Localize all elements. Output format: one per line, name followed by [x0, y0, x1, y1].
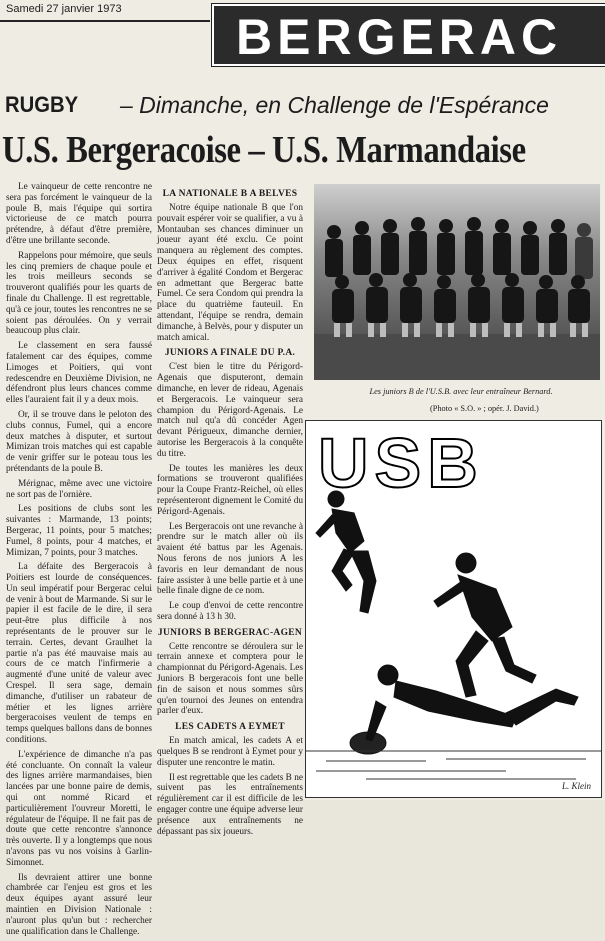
article-headline: U.S. Bergeracoise – U.S. Marmandaise	[2, 129, 526, 171]
paragraph: Le classement en sera faussé fatalement car des équipes, comme Limoges et Poitiers, qui vont redescendre en Deuxième Division, ne défendront plus leurs chances comme elles l'auraient fait il y a deux mois.	[6, 341, 152, 406]
article-column-2	[157, 184, 303, 841]
subheading: LA NATIONALE B A BELVES	[162, 189, 298, 199]
photo-caption: Les juniors B de l'U.S.B. avec leur entraîneur Bernard.	[369, 387, 553, 396]
paragraph: En match amical, les cadets A et quelques B se rendront à Eymet pour y disputer une rencontre le matin.	[157, 736, 303, 768]
team-photo	[314, 184, 600, 380]
paragraph: Cette rencontre se déroulera sur le terrain annexe et comptera pour le championnat du Périgord-Agenais. Les Juniors B bergeracois font une belle fin de saison et nous sommes sûrs qu'en tournoi des Jeunes on entendra parler d'eux.	[157, 641, 303, 717]
usb-title: USB	[318, 424, 484, 502]
team-photo-image	[314, 184, 600, 380]
paragraph: L'expérience de dimanche n'a pas été concluante. On connaît la valeur des lignes arrière marmandaises, bien lancées par une bonne paire de demis, qui ont nommé Ricard et particulièrement l'ouvreur Moretti, le régulateur de l'équipe. Il ne fait pas de doute que cette rencontre s'annonce très ouverte. Il y a longtemps que nous n'avons pas vu nos voisins à Garlin-Simonnet.	[6, 749, 152, 868]
sport-kicker: RUGBY	[5, 92, 79, 117]
kicker-subtitle: – Dimanche, en Challenge de l'Espérance	[120, 92, 549, 118]
paragraph: C'est bien le titre du Périgord-Agenais que disputeront, demain dimanche, en lever de rideau, Agenais et Bergeracois. Le vainqueur sera champion du Périgord-Agenais. Le match nul qu'a dû concéder Agen devant Périgueux, dimanche dernier, autorise les Bergeracois à la conquête du titre.	[157, 362, 303, 459]
paragraph: Il est regrettable que les cadets B ne suivent pas les entraînements régulièrement car il est difficile de les engager contre une équipe adverse leur présence aux entraînements ne dépassant pas six joueurs.	[157, 772, 303, 837]
subheading: LES CADETS A EYMET	[175, 722, 285, 733]
section-banner	[212, 4, 605, 66]
paragraph: La défaite des Bergeracois à Poitiers est lourde de conséquences. Un seul impératif pour Bergerac celui de venir à bout de Marmande. Si sur le papier il est facile de le dire, il sera peut-être plus difficile à nos représentants de le prouver sur le terrain. Certes, devant Graulhet la partie n'a pas été mauvaise mais au cours de ce match l'infirmerie a augmenté d'une unité de valeur avec Crespel. Il sera sage, demain dimanche, d'utiliser un rabateur de métier et les lignes arrière bergeracoises veulent de temps en temps quelques ballons dans de bonnes conditions.	[6, 562, 152, 746]
masthead-rule	[0, 20, 210, 22]
subheading: JUNIORS B BERGERAC-AGEN	[157, 627, 303, 638]
paragraph: Le vainqueur de cette rencontre ne sera pas forcément le vainqueur de la poule B, mais l'équipe qui sortira victorieuse de ce match pourra prétendre, à défaut d'être première, d'être une brillante seconde.	[6, 182, 152, 246]
usb-illustration	[305, 420, 602, 798]
paragraph: Notre équipe nationale B que l'on pouvait espérer voir se qualifier, a vu à Montauban ses chances diminuer un joueur ayant été exclu. Ce point manquera au règlement des comptes. Deux équipes en effet, risquent d'arriver à égalité Condom et Bergerac en admettant que Bergerac batte Fumel. Ce sera Condom qui prendra la place du quatrième fauteuil. En attendant, l'équipe se rendra, demain dimanche, à Belvès, pour y disputer un match amical.	[157, 203, 303, 343]
paragraph: Le coup d'envoi de cette rencontre sera donné à 13 h 30.	[157, 601, 303, 622]
artist-signature: L. Klein	[561, 781, 591, 791]
paragraph: Or, il se trouve dans le peloton des clubs connus, Fumel, qui a encore deux matches à disputer, et surtout Mimizan trois matches qui est capable de venir griffer sur le poteau tous les prétendants de la poule B.	[6, 409, 152, 474]
paragraph: Ils devraient attirer une bonne chambrée car l'enjeu est gros et les deux équipes ayant assuré leur maintien en Division Nationale : n'auront plus qu'un but : rechercher une qualification dans le Challenge.	[6, 872, 152, 937]
paragraph: Mérignac, même avec une victoire ne sort pas de l'ornière.	[6, 478, 152, 500]
section-title: BERGERAC	[236, 9, 563, 65]
photo-credit: (Photo « S.O. » ; opér. J. David.)	[430, 404, 539, 413]
paragraph: Rappelons pour mémoire, que seuls les cinq premiers de chaque poule et les trois meilleurs seconds se trouveront qualifiés pour les quarts de finale du Challenge. Il est regrettable, qu'à ce jour, toutes les rencontres ne se soient pas déroulées. On y verrait beaucoup plus clair.	[6, 250, 152, 337]
paragraph: De toutes les manières les deux formations se trouveront qualifiées pour la Coupe Frantz-Reichel, où elles représenteront dignement le Comité du Périgord-Agenais.	[157, 463, 303, 517]
paragraph: Les Bergeracois ont une revanche à prendre sur le match aller où ils avaient été battus par les Agenais. Nous ferons de nos juniors A les favoris en leur demandant de nous faire assister à une belle partie et à une belle finale digne de ce nom.	[157, 521, 303, 597]
subheading: JUNIORS A FINALE DU P.A.	[164, 348, 296, 359]
paragraph: Les positions de clubs sont les suivantes : Marmande, 13 points; Bergerac, 11 points, pour 5 matches; Fumel, 8 points, pour 4 matches, et Mimizan, 7 points, pour 3 matches.	[6, 504, 152, 558]
issue-date: Samedi 27 janvier 1973	[6, 3, 122, 15]
article-column-1	[6, 182, 152, 941]
